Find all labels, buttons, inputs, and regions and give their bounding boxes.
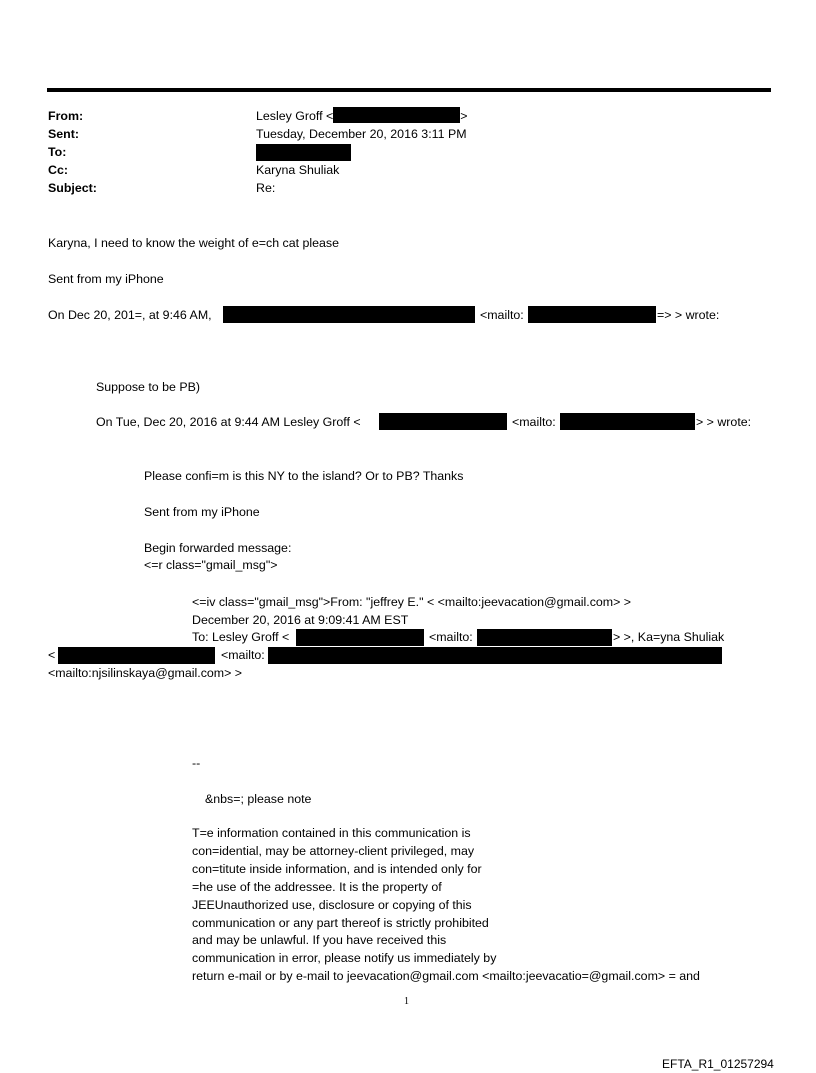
disclaimer-line: con=titute inside information, and is intended only for <box>192 861 482 876</box>
forward-mailto: <mailto: <box>429 630 473 644</box>
redaction-bar <box>379 413 507 430</box>
disclaimer-line: JEEUnauthorized use, disclosure or copying of this <box>192 897 472 912</box>
cc-label: Cc: <box>48 163 68 177</box>
disclaimer-line: con=idential, may be attorney-client privileged, may <box>192 843 475 858</box>
forward-lt: < <box>48 648 56 662</box>
header-rule <box>47 88 771 92</box>
redaction-bar <box>528 306 656 323</box>
redaction-bar <box>333 107 460 123</box>
forward-to: To: Lesley Groff < <box>192 630 290 644</box>
quote-header: On Tue, Dec 20, 2016 at 9:44 AM Lesley Groff < <box>96 415 361 429</box>
sent-label: Sent: <box>48 127 79 141</box>
forward-tag: <=r class="gmail_msg"> <box>144 558 278 572</box>
disclaimer-paragraph <box>192 825 792 986</box>
subject-value: Re: <box>256 181 276 195</box>
redaction-bar <box>256 144 351 161</box>
quote-header: On Dec 20, 201=, at 9:46 AM, <box>48 308 212 322</box>
redaction-bar <box>223 306 475 323</box>
quote-mailto: <mailto: <box>512 415 556 429</box>
quote-wrote: > > wrote: <box>696 415 752 429</box>
separator-dashes: -- <box>192 756 201 770</box>
document-id: EFTA_R1_01257294 <box>662 1057 774 1071</box>
page-number: 1 <box>404 996 409 1007</box>
disclaimer-line: return e-mail or by e-mail to jeevacation@gmail.com <mailto:jeevacatio=@gmail.com> = and <box>192 969 700 984</box>
body-line: Karyna, I need to know the weight of e=ch cat please <box>48 236 340 250</box>
quote-mailto: <mailto: <box>480 308 524 322</box>
quote-wrote: => > wrote: <box>657 308 720 322</box>
forward-to-rest: > >, Ka=yna Shuliak <box>613 630 725 644</box>
disclaimer-line: communication in error, please notify us immediately by <box>192 951 497 966</box>
body-line: Please confi=m is this NY to the island? Or to PB? Thanks <box>144 469 464 483</box>
signature: Sent from my iPhone <box>48 272 164 286</box>
forward-label: Begin forwarded message: <box>144 541 292 555</box>
subject-label: Subject: <box>48 181 97 195</box>
forward-mailto-line: <mailto:njsilinskaya@gmail.com> > <box>48 666 243 680</box>
redaction-bar <box>477 629 612 646</box>
redaction-bar <box>268 647 722 664</box>
redaction-bar <box>296 629 424 646</box>
redaction-bar <box>560 413 695 430</box>
note-line: &nbs=; please note <box>205 792 312 806</box>
disclaimer-line: and may be unlawful. If you have received this <box>192 933 447 948</box>
from-value: Lesley Groff < > <box>256 109 468 123</box>
cc-value: Karyna Shuliak <box>256 163 340 177</box>
disclaimer-line: T=e information contained in this communication is <box>192 826 471 840</box>
disclaimer-line: =he use of the addressee. It is the property of <box>192 879 442 894</box>
disclaimer-line: communication or any part thereof is strictly prohibited <box>192 915 489 930</box>
forward-mailto: <mailto: <box>221 648 265 662</box>
from-label: From: <box>48 109 84 123</box>
to-label: To: <box>48 145 67 159</box>
forward-from: <=iv class="gmail_msg">From: "jeffrey E." < <mailto:jeevacation@gmail.com> > <box>192 595 632 609</box>
forward-date: December 20, 2016 at 9:09:41 AM EST <box>192 613 409 627</box>
redaction-bar <box>58 647 215 664</box>
reply-line: Suppose to be PB) <box>96 380 201 394</box>
sent-value: Tuesday, December 20, 2016 3:11 PM <box>256 127 467 141</box>
signature: Sent from my iPhone <box>144 505 260 519</box>
